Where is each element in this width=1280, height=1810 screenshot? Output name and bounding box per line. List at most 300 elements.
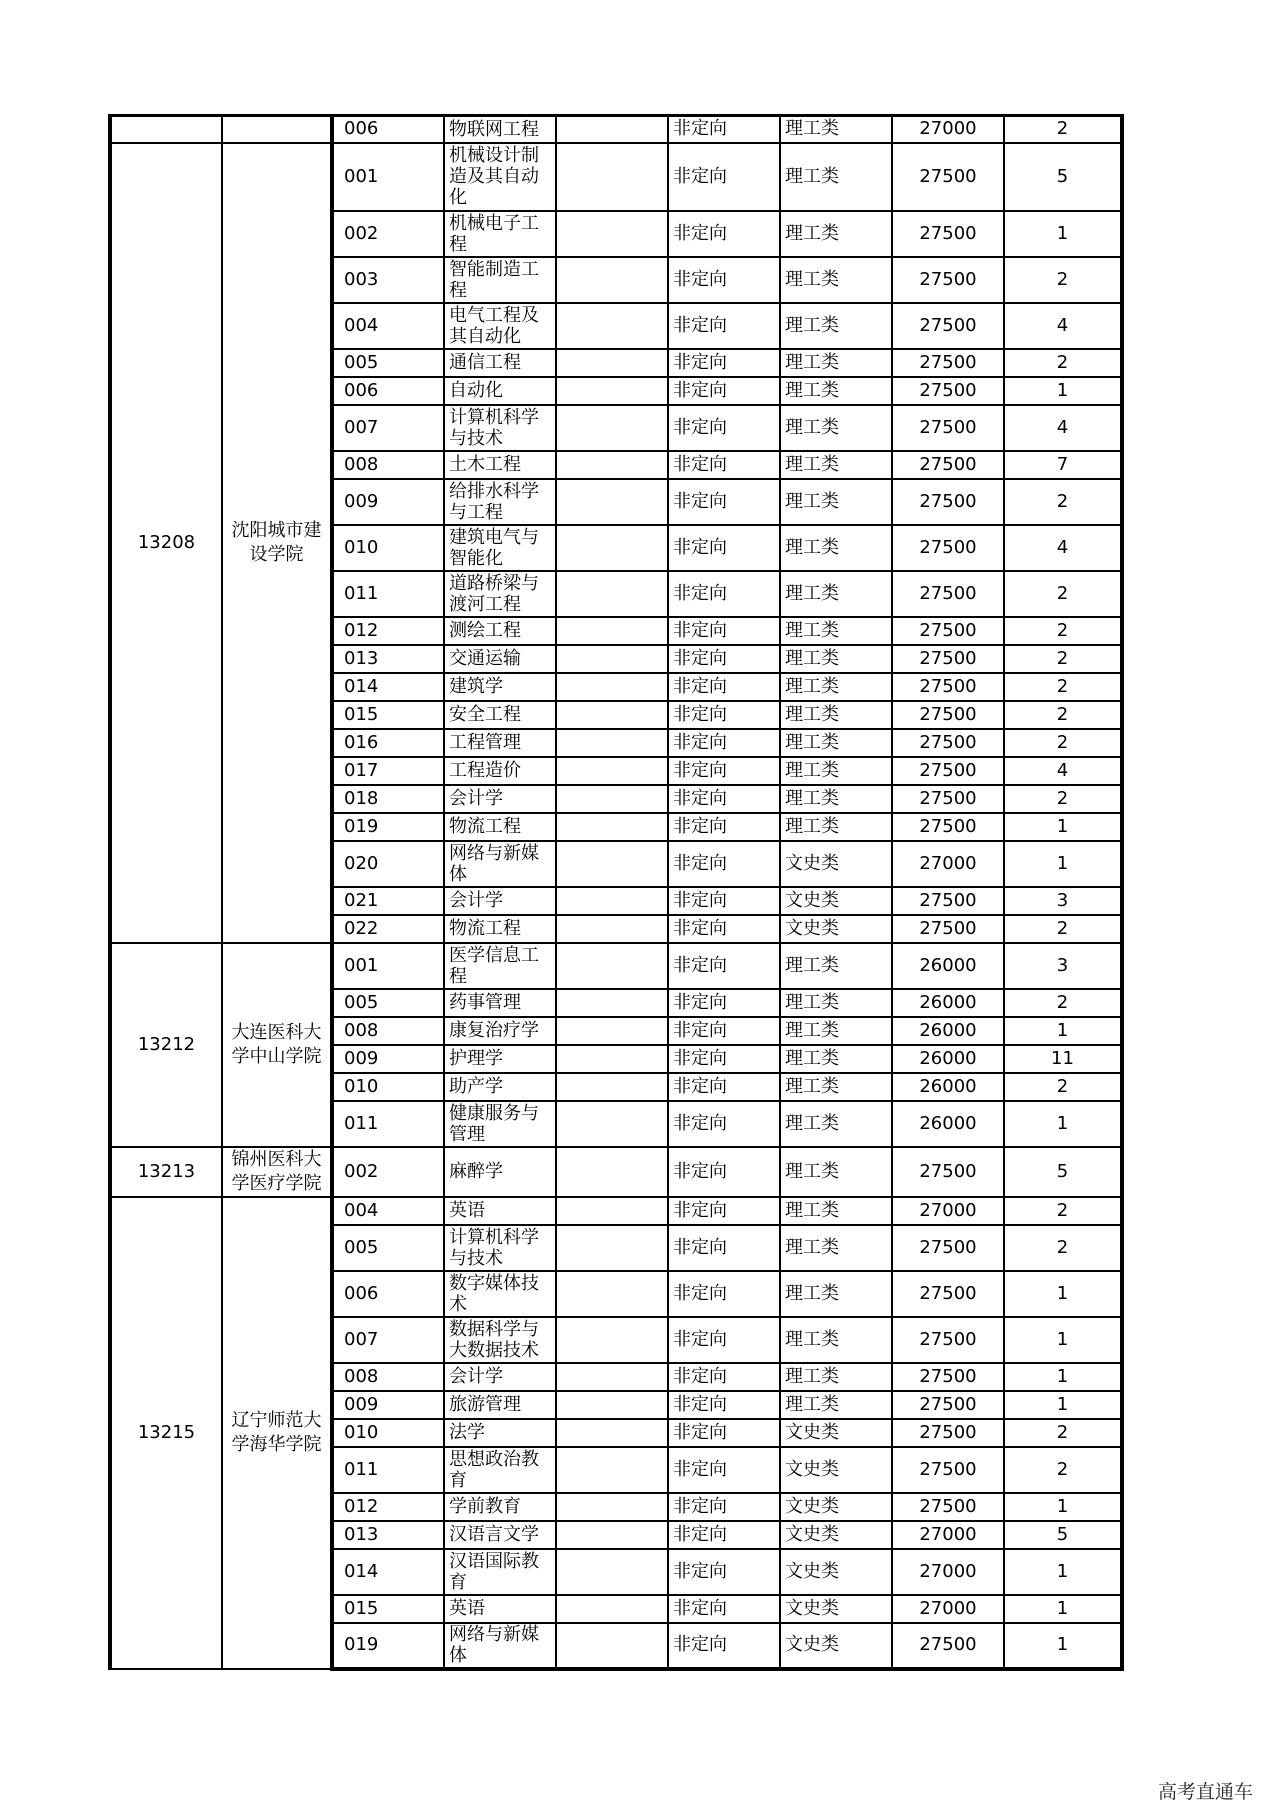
orientation-cell: 非定向: [668, 1147, 780, 1197]
orientation-cell: 非定向: [668, 1447, 780, 1493]
orientation-cell: 非定向: [668, 479, 780, 525]
quota-cell: 1: [1004, 1493, 1122, 1521]
school-code-cell: 13212: [110, 943, 222, 1147]
orientation-cell: 非定向: [668, 1493, 780, 1521]
program-code-cell: 012: [332, 1493, 444, 1521]
tuition-cell: 27000: [892, 841, 1004, 887]
category-cell: 理工类: [780, 571, 892, 617]
empty-cell: [556, 116, 668, 143]
program-name-cell: 物流工程: [444, 813, 556, 841]
empty-cell: [556, 617, 668, 645]
orientation-cell: 非定向: [668, 887, 780, 915]
empty-cell: [556, 1045, 668, 1073]
orientation-cell: 非定向: [668, 915, 780, 943]
program-code-cell: 004: [332, 303, 444, 349]
program-code-cell: 014: [332, 673, 444, 701]
empty-cell: [556, 701, 668, 729]
empty-cell: [556, 1073, 668, 1101]
program-code-cell: 019: [332, 813, 444, 841]
program-code-cell: 010: [332, 1419, 444, 1447]
program-code-cell: 013: [332, 1521, 444, 1549]
table-row: [110, 116, 1122, 143]
quota-cell: 1: [1004, 1317, 1122, 1363]
tuition-cell: 27000: [892, 1521, 1004, 1549]
tuition-cell: 27500: [892, 479, 1004, 525]
quota-cell: 2: [1004, 785, 1122, 813]
category-cell: 理工类: [780, 143, 892, 211]
tuition-cell: 27500: [892, 257, 1004, 303]
tuition-cell: 27000: [892, 1197, 1004, 1225]
empty-cell: [556, 1549, 668, 1595]
program-code-cell: 014: [332, 1549, 444, 1595]
quota-cell: 1: [1004, 1623, 1122, 1669]
empty-cell: [556, 1521, 668, 1549]
tuition-cell: 27500: [892, 377, 1004, 405]
orientation-cell: 非定向: [668, 989, 780, 1017]
category-cell: 理工类: [780, 813, 892, 841]
empty-cell: [556, 303, 668, 349]
category-cell: 文史类: [780, 1549, 892, 1595]
orientation-cell: 非定向: [668, 1595, 780, 1623]
category-cell: 理工类: [780, 525, 892, 571]
school-code-cell: 13208: [110, 143, 222, 943]
empty-cell: [556, 479, 668, 525]
category-cell: 理工类: [780, 405, 892, 451]
orientation-cell: 非定向: [668, 1197, 780, 1225]
quota-cell: 1: [1004, 1391, 1122, 1419]
empty-cell: [556, 1447, 668, 1493]
quota-cell: 1: [1004, 841, 1122, 887]
tuition-cell: 27500: [892, 701, 1004, 729]
orientation-cell: 非定向: [668, 1363, 780, 1391]
table-row: [110, 943, 1122, 989]
tuition-cell: 26000: [892, 1073, 1004, 1101]
tuition-cell: 27000: [892, 1549, 1004, 1595]
empty-cell: [556, 571, 668, 617]
tuition-cell: 27500: [892, 405, 1004, 451]
orientation-cell: 非定向: [668, 673, 780, 701]
category-cell: 理工类: [780, 377, 892, 405]
quota-cell: 7: [1004, 451, 1122, 479]
quota-cell: 2: [1004, 701, 1122, 729]
quota-cell: 2: [1004, 571, 1122, 617]
quota-cell: 3: [1004, 943, 1122, 989]
category-cell: 理工类: [780, 1045, 892, 1073]
program-name-cell: 汉语言文学: [444, 1521, 556, 1549]
program-code-cell: 009: [332, 479, 444, 525]
quota-cell: 1: [1004, 1595, 1122, 1623]
quota-cell: 5: [1004, 1147, 1122, 1197]
tuition-cell: 26000: [892, 1017, 1004, 1045]
tuition-cell: 27500: [892, 143, 1004, 211]
quota-cell: 1: [1004, 1017, 1122, 1045]
category-cell: 理工类: [780, 673, 892, 701]
program-name-cell: 机械电子工程: [444, 211, 556, 257]
category-cell: 理工类: [780, 211, 892, 257]
program-name-cell: 法学: [444, 1419, 556, 1447]
tuition-cell: 27500: [892, 1317, 1004, 1363]
empty-cell: [556, 405, 668, 451]
tuition-cell: 27500: [892, 1447, 1004, 1493]
category-cell: 文史类: [780, 915, 892, 943]
quota-cell: 2: [1004, 1073, 1122, 1101]
quota-cell: 2: [1004, 673, 1122, 701]
program-code-cell: 005: [332, 989, 444, 1017]
category-cell: 理工类: [780, 1073, 892, 1101]
tuition-cell: 27500: [892, 645, 1004, 673]
category-cell: 文史类: [780, 887, 892, 915]
quota-cell: 1: [1004, 1271, 1122, 1317]
tuition-cell: 27500: [892, 1271, 1004, 1317]
table-row: [110, 1147, 1122, 1197]
orientation-cell: 非定向: [668, 1623, 780, 1669]
program-code-cell: 019: [332, 1623, 444, 1669]
program-code-cell: 002: [332, 1147, 444, 1197]
program-name-cell: 测绘工程: [444, 617, 556, 645]
quota-cell: 4: [1004, 405, 1122, 451]
program-code-cell: 015: [332, 701, 444, 729]
program-code-cell: 010: [332, 525, 444, 571]
program-name-cell: 给排水科学与工程: [444, 479, 556, 525]
school-code-cell: [110, 116, 222, 143]
program-code-cell: 021: [332, 887, 444, 915]
program-name-cell: 助产学: [444, 1073, 556, 1101]
program-name-cell: 数据科学与大数据技术: [444, 1317, 556, 1363]
empty-cell: [556, 1419, 668, 1447]
empty-cell: [556, 349, 668, 377]
category-cell: 文史类: [780, 1493, 892, 1521]
category-cell: 理工类: [780, 479, 892, 525]
category-cell: 理工类: [780, 989, 892, 1017]
empty-cell: [556, 1271, 668, 1317]
program-code-cell: 006: [332, 1271, 444, 1317]
category-cell: 理工类: [780, 1391, 892, 1419]
empty-cell: [556, 451, 668, 479]
tuition-cell: 26000: [892, 943, 1004, 989]
tuition-cell: 27500: [892, 1391, 1004, 1419]
quota-cell: 2: [1004, 257, 1122, 303]
program-name-cell: 护理学: [444, 1045, 556, 1073]
tuition-cell: 27500: [892, 211, 1004, 257]
empty-cell: [556, 785, 668, 813]
program-name-cell: 旅游管理: [444, 1391, 556, 1419]
program-name-cell: 土木工程: [444, 451, 556, 479]
program-name-cell: 安全工程: [444, 701, 556, 729]
program-name-cell: 麻醉学: [444, 1147, 556, 1197]
program-name-cell: 交通运输: [444, 645, 556, 673]
tuition-cell: 27000: [892, 1595, 1004, 1623]
orientation-cell: 非定向: [668, 349, 780, 377]
empty-cell: [556, 1017, 668, 1045]
orientation-cell: 非定向: [668, 257, 780, 303]
tuition-cell: 27500: [892, 1225, 1004, 1271]
program-code-cell: 015: [332, 1595, 444, 1623]
program-code-cell: 010: [332, 1073, 444, 1101]
quota-cell: 2: [1004, 729, 1122, 757]
category-cell: 理工类: [780, 617, 892, 645]
empty-cell: [556, 525, 668, 571]
program-name-cell: 电气工程及其自动化: [444, 303, 556, 349]
category-cell: 理工类: [780, 645, 892, 673]
category-cell: 理工类: [780, 1101, 892, 1147]
quota-cell: 4: [1004, 303, 1122, 349]
tuition-cell: 27500: [892, 525, 1004, 571]
program-code-cell: 006: [332, 116, 444, 143]
watermark-text: 高考直通车: [1157, 1781, 1253, 1803]
quota-cell: 1: [1004, 211, 1122, 257]
empty-cell: [556, 813, 668, 841]
table-row: [110, 1197, 1122, 1225]
category-cell: 理工类: [780, 1225, 892, 1271]
program-code-cell: 005: [332, 349, 444, 377]
school-name-cell: 辽宁师范大学海华学院: [222, 1197, 332, 1669]
quota-cell: 2: [1004, 1419, 1122, 1447]
quota-cell: 1: [1004, 1363, 1122, 1391]
category-cell: 文史类: [780, 1447, 892, 1493]
tuition-cell: 27500: [892, 571, 1004, 617]
program-code-cell: 012: [332, 617, 444, 645]
quota-cell: 2: [1004, 617, 1122, 645]
orientation-cell: 非定向: [668, 1017, 780, 1045]
program-name-cell: 网络与新媒体: [444, 841, 556, 887]
category-cell: 理工类: [780, 785, 892, 813]
orientation-cell: 非定向: [668, 1521, 780, 1549]
program-code-cell: 001: [332, 943, 444, 989]
program-code-cell: 003: [332, 257, 444, 303]
category-cell: 理工类: [780, 1147, 892, 1197]
program-name-cell: 物联网工程: [444, 116, 556, 143]
program-code-cell: 008: [332, 1017, 444, 1045]
program-name-cell: 医学信息工程: [444, 943, 556, 989]
category-cell: 理工类: [780, 1363, 892, 1391]
tuition-cell: 27500: [892, 673, 1004, 701]
quota-cell: 5: [1004, 143, 1122, 211]
tuition-cell: 27500: [892, 617, 1004, 645]
tuition-cell: 27500: [892, 349, 1004, 377]
orientation-cell: 非定向: [668, 303, 780, 349]
program-name-cell: 通信工程: [444, 349, 556, 377]
quota-cell: 1: [1004, 377, 1122, 405]
quota-cell: 2: [1004, 349, 1122, 377]
program-name-cell: 计算机科学与技术: [444, 1225, 556, 1271]
program-name-cell: 自动化: [444, 377, 556, 405]
quota-cell: 11: [1004, 1045, 1122, 1073]
program-name-cell: 会计学: [444, 785, 556, 813]
quota-cell: 1: [1004, 1101, 1122, 1147]
program-name-cell: 康复治疗学: [444, 1017, 556, 1045]
program-code-cell: 022: [332, 915, 444, 943]
orientation-cell: 非定向: [668, 1549, 780, 1595]
orientation-cell: 非定向: [668, 116, 780, 143]
orientation-cell: 非定向: [668, 1045, 780, 1073]
empty-cell: [556, 989, 668, 1017]
program-code-cell: 017: [332, 757, 444, 785]
program-name-cell: 思想政治教育: [444, 1447, 556, 1493]
orientation-cell: 非定向: [668, 785, 780, 813]
program-name-cell: 智能制造工程: [444, 257, 556, 303]
quota-cell: 4: [1004, 757, 1122, 785]
category-cell: 理工类: [780, 303, 892, 349]
program-name-cell: 会计学: [444, 1363, 556, 1391]
program-code-cell: 001: [332, 143, 444, 211]
tuition-cell: 27500: [892, 1363, 1004, 1391]
program-name-cell: 学前教育: [444, 1493, 556, 1521]
school-name-cell: [222, 116, 332, 143]
category-cell: 理工类: [780, 257, 892, 303]
tuition-cell: 27500: [892, 915, 1004, 943]
program-code-cell: 008: [332, 451, 444, 479]
program-name-cell: 机械设计制造及其自动化: [444, 143, 556, 211]
category-cell: 理工类: [780, 729, 892, 757]
program-name-cell: 网络与新媒体: [444, 1623, 556, 1669]
category-cell: 理工类: [780, 451, 892, 479]
tuition-cell: 27500: [892, 1419, 1004, 1447]
category-cell: 文史类: [780, 841, 892, 887]
program-name-cell: 健康服务与管理: [444, 1101, 556, 1147]
quota-cell: 2: [1004, 1197, 1122, 1225]
tuition-cell: 27500: [892, 1147, 1004, 1197]
category-cell: 理工类: [780, 1017, 892, 1045]
table-row: [110, 143, 1122, 211]
program-code-cell: 016: [332, 729, 444, 757]
category-cell: 理工类: [780, 349, 892, 377]
school-name-cell: 沈阳城市建设学院: [222, 143, 332, 943]
program-code-cell: 002: [332, 211, 444, 257]
tuition-cell: 27500: [892, 757, 1004, 785]
orientation-cell: 非定向: [668, 645, 780, 673]
quota-cell: 1: [1004, 1549, 1122, 1595]
empty-cell: [556, 1391, 668, 1419]
quota-cell: 2: [1004, 645, 1122, 673]
empty-cell: [556, 257, 668, 303]
orientation-cell: 非定向: [668, 813, 780, 841]
quota-cell: 2: [1004, 915, 1122, 943]
category-cell: 理工类: [780, 116, 892, 143]
empty-cell: [556, 729, 668, 757]
program-code-cell: 004: [332, 1197, 444, 1225]
empty-cell: [556, 143, 668, 211]
program-name-cell: 数字媒体技术: [444, 1271, 556, 1317]
empty-cell: [556, 673, 668, 701]
empty-cell: [556, 887, 668, 915]
category-cell: 文史类: [780, 1521, 892, 1549]
program-code-cell: 007: [332, 1317, 444, 1363]
program-name-cell: 物流工程: [444, 915, 556, 943]
tuition-cell: 27000: [892, 116, 1004, 143]
empty-cell: [556, 1363, 668, 1391]
orientation-cell: 非定向: [668, 1271, 780, 1317]
program-name-cell: 英语: [444, 1595, 556, 1623]
program-code-cell: 005: [332, 1225, 444, 1271]
program-code-cell: 011: [332, 1447, 444, 1493]
empty-cell: [556, 841, 668, 887]
category-cell: 理工类: [780, 757, 892, 785]
category-cell: 理工类: [780, 1197, 892, 1225]
program-code-cell: 009: [332, 1391, 444, 1419]
orientation-cell: 非定向: [668, 451, 780, 479]
program-name-cell: 计算机科学与技术: [444, 405, 556, 451]
empty-cell: [556, 915, 668, 943]
quota-cell: 2: [1004, 1225, 1122, 1271]
quota-cell: 2: [1004, 1447, 1122, 1493]
program-code-cell: 011: [332, 1101, 444, 1147]
program-code-cell: 018: [332, 785, 444, 813]
orientation-cell: 非定向: [668, 1225, 780, 1271]
program-code-cell: 020: [332, 841, 444, 887]
category-cell: 理工类: [780, 1317, 892, 1363]
tuition-cell: 27500: [892, 729, 1004, 757]
quota-cell: 2: [1004, 116, 1122, 143]
orientation-cell: 非定向: [668, 617, 780, 645]
orientation-cell: 非定向: [668, 1317, 780, 1363]
program-code-cell: 008: [332, 1363, 444, 1391]
tuition-cell: 27500: [892, 887, 1004, 915]
orientation-cell: 非定向: [668, 1391, 780, 1419]
orientation-cell: 非定向: [668, 377, 780, 405]
program-code-cell: 011: [332, 571, 444, 617]
category-cell: 理工类: [780, 943, 892, 989]
tuition-cell: 26000: [892, 989, 1004, 1017]
quota-cell: 2: [1004, 479, 1122, 525]
program-code-cell: 007: [332, 405, 444, 451]
empty-cell: [556, 1101, 668, 1147]
empty-cell: [556, 1197, 668, 1225]
orientation-cell: 非定向: [668, 701, 780, 729]
tuition-cell: 27500: [892, 451, 1004, 479]
empty-cell: [556, 1147, 668, 1197]
empty-cell: [556, 1317, 668, 1363]
orientation-cell: 非定向: [668, 211, 780, 257]
school-code-cell: 13213: [110, 1147, 222, 1197]
enrollment-plan-table: [108, 114, 1124, 1671]
program-name-cell: 工程管理: [444, 729, 556, 757]
tuition-cell: 27500: [892, 1493, 1004, 1521]
tuition-cell: 27500: [892, 303, 1004, 349]
orientation-cell: 非定向: [668, 1101, 780, 1147]
empty-cell: [556, 1493, 668, 1521]
program-code-cell: 013: [332, 645, 444, 673]
tuition-cell: 27500: [892, 813, 1004, 841]
program-name-cell: 会计学: [444, 887, 556, 915]
tuition-cell: 26000: [892, 1101, 1004, 1147]
tuition-cell: 26000: [892, 1045, 1004, 1073]
quota-cell: 2: [1004, 989, 1122, 1017]
tuition-cell: 27500: [892, 785, 1004, 813]
category-cell: 理工类: [780, 701, 892, 729]
orientation-cell: 非定向: [668, 525, 780, 571]
quota-cell: 4: [1004, 525, 1122, 571]
school-name-cell: 大连医科大学中山学院: [222, 943, 332, 1147]
category-cell: 文史类: [780, 1623, 892, 1669]
orientation-cell: 非定向: [668, 729, 780, 757]
program-code-cell: 006: [332, 377, 444, 405]
program-name-cell: 英语: [444, 1197, 556, 1225]
quota-cell: 1: [1004, 813, 1122, 841]
orientation-cell: 非定向: [668, 571, 780, 617]
empty-cell: [556, 377, 668, 405]
program-name-cell: 建筑电气与智能化: [444, 525, 556, 571]
empty-cell: [556, 757, 668, 785]
empty-cell: [556, 1225, 668, 1271]
program-name-cell: 药事管理: [444, 989, 556, 1017]
empty-cell: [556, 1595, 668, 1623]
program-name-cell: 汉语国际教育: [444, 1549, 556, 1595]
orientation-cell: 非定向: [668, 1073, 780, 1101]
category-cell: 文史类: [780, 1595, 892, 1623]
school-name-cell: 锦州医科大学医疗学院: [222, 1147, 332, 1197]
empty-cell: [556, 211, 668, 257]
category-cell: 文史类: [780, 1419, 892, 1447]
